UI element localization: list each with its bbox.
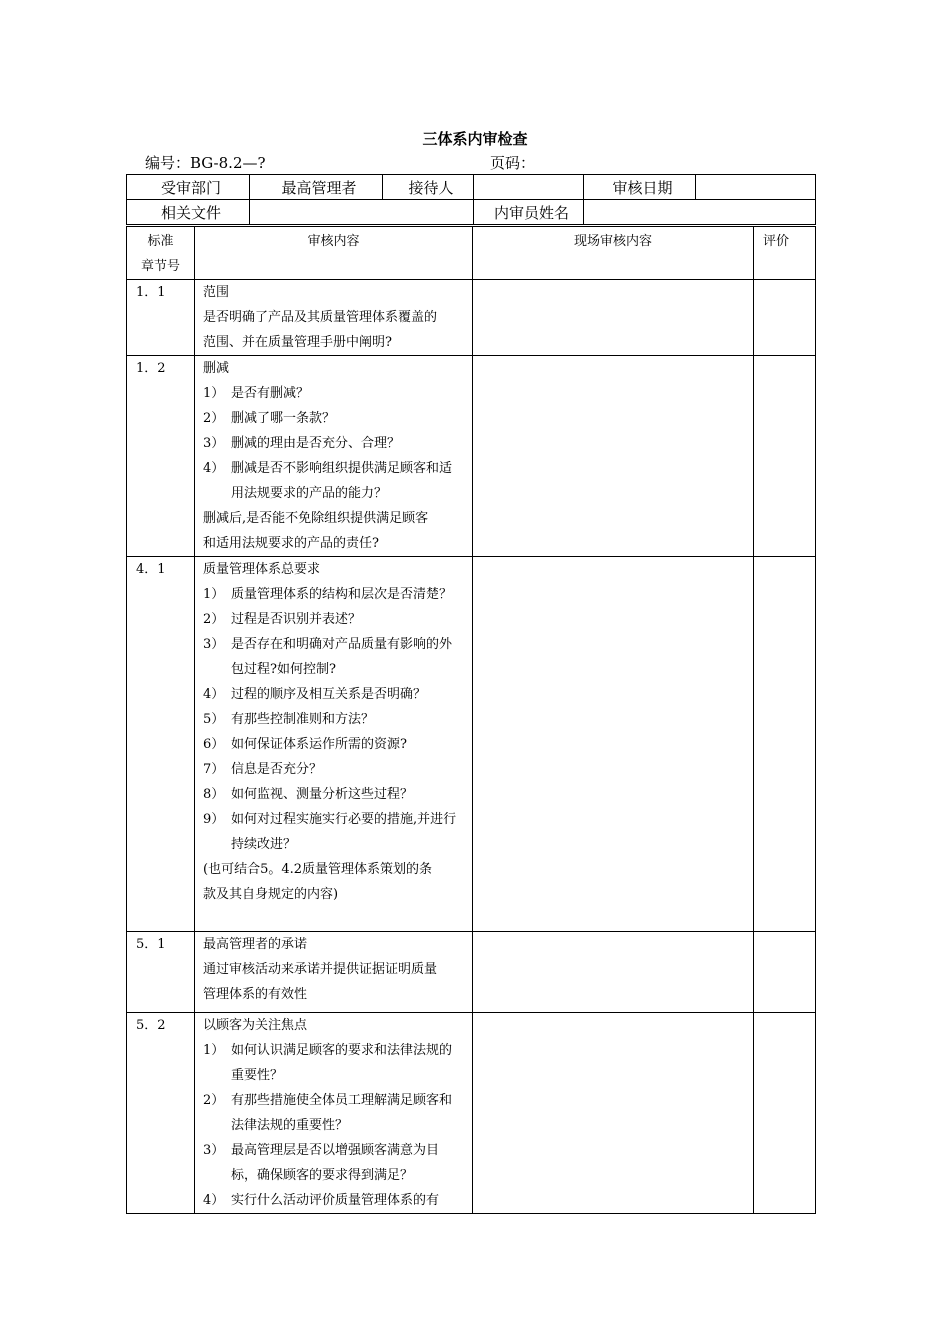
evaluation-cell[interactable] — [754, 1013, 816, 1214]
clause-number: 5．1 — [127, 932, 195, 1013]
list-item — [203, 456, 464, 506]
item-number: 9） — [203, 812, 225, 827]
item-number: 4） — [203, 461, 225, 476]
item-number: 2） — [203, 411, 225, 426]
item-number: 8） — [203, 787, 225, 802]
item-text: 信息是否充分？ — [231, 762, 323, 777]
audit-content — [195, 1013, 473, 1214]
item-text: 质量管理体系的结构和层次是否清楚？ — [231, 587, 453, 602]
item-text: 有那些控制准则和方法？ — [231, 712, 375, 727]
item-text: 最高管理层是否以增强顾客满意为目标，确保顾客的要求得到满足？ — [231, 1143, 440, 1183]
onsite-cell[interactable] — [473, 356, 754, 557]
clause-header-line1: 标准 — [147, 234, 174, 249]
item-number: 2） — [203, 1093, 225, 1108]
section-heading: 以顾客为关注焦点 — [203, 1018, 308, 1033]
evaluation-cell[interactable] — [754, 557, 816, 932]
receiver-label: 接待人 — [383, 175, 474, 200]
item-number: 3） — [203, 436, 225, 451]
item-number: 6） — [203, 737, 225, 752]
table-row — [127, 280, 816, 356]
item-text: 如何监视、测量分析这些过程？ — [231, 787, 414, 802]
list-item — [203, 1088, 464, 1138]
list-item — [203, 782, 464, 807]
section-heading: 范围 — [203, 285, 230, 300]
item-text: 实行什么活动评价质量管理体系的有 — [231, 1193, 440, 1208]
document-title: 三体系内审检查 — [422, 130, 528, 148]
section-text: (也可结合5。4.2质量管理体系策划的条 — [203, 862, 433, 877]
item-text: 如何认识满足顾客的要求和法律法规的重要性？ — [231, 1043, 453, 1083]
audit-content — [195, 280, 473, 356]
section-text: 通过审核活动来承诺并提供证据证明质量 — [203, 962, 438, 977]
audit-content — [195, 932, 473, 1013]
list-item — [203, 682, 464, 707]
list-item — [203, 757, 464, 782]
item-number: 3） — [203, 1143, 225, 1158]
item-number: 4） — [203, 1193, 225, 1208]
clause-header-line2: 章节号 — [140, 259, 180, 274]
evaluation-cell[interactable] — [754, 280, 816, 356]
list-item — [203, 1188, 464, 1213]
list-item — [203, 406, 464, 431]
item-text: 删减了哪一条款？ — [231, 411, 336, 426]
onsite-cell[interactable] — [473, 280, 754, 356]
item-text: 删减的理由是否充分、合理？ — [231, 436, 401, 451]
clause-number: 5．2 — [127, 1013, 195, 1214]
docs-field[interactable] — [250, 200, 474, 225]
list-item — [203, 607, 464, 632]
item-number: 5） — [203, 712, 225, 727]
list-item — [203, 632, 464, 682]
table-row — [127, 1013, 816, 1214]
clause-number: 1．2 — [127, 356, 195, 557]
onsite-cell[interactable] — [473, 1013, 754, 1214]
list-item — [203, 381, 464, 406]
section-heading: 质量管理体系总要求 — [203, 562, 321, 577]
list-item — [203, 807, 464, 857]
list-item — [203, 1138, 464, 1188]
audit-checklist-table — [126, 226, 816, 1214]
clause-column-header — [127, 227, 195, 280]
item-number: 2） — [203, 612, 225, 627]
item-text: 是否存在和明确对产品质量有影响的外包过程?如何控制? — [231, 637, 453, 677]
receiver-field[interactable] — [474, 175, 584, 200]
item-number: 4） — [203, 687, 225, 702]
item-text: 过程的顺序及相互关系是否明确？ — [231, 687, 427, 702]
onsite-cell[interactable] — [473, 557, 754, 932]
section-text: 和适用法规要求的产品的责任? — [203, 536, 379, 551]
document-code: 编号：BG-8.2—? — [145, 154, 266, 172]
list-item — [203, 1038, 464, 1088]
evaluation-cell[interactable] — [754, 356, 816, 557]
section-text: 范围、并在质量管理手册中阐明? — [203, 335, 392, 350]
item-text: 如何对过程实施实行必要的措施,并进行持续改进？ — [231, 812, 457, 852]
table-row — [127, 932, 816, 1013]
page-number-label: 页码： — [490, 154, 536, 172]
item-number: 1） — [203, 386, 225, 401]
item-text: 有那些措施使全体员工理解满足顾客和法律法规的重要性？ — [231, 1093, 453, 1133]
onsite-cell[interactable] — [473, 932, 754, 1013]
docs-label: 相关文件 — [127, 200, 250, 225]
section-heading: 最高管理者的承诺 — [203, 937, 308, 952]
item-number: 1） — [203, 1043, 225, 1058]
list-item — [203, 582, 464, 607]
evaluation-cell[interactable] — [754, 932, 816, 1013]
clause-number: 1．1 — [127, 280, 195, 356]
auditor-field[interactable] — [584, 200, 816, 225]
section-text: 删减后,是否能不免除组织提供满足顾客 — [203, 511, 429, 526]
item-text: 是否有删减？ — [231, 386, 310, 401]
audit-header-table — [126, 174, 816, 225]
manager-label: 最高管理者 — [250, 175, 383, 200]
item-text: 删减是否不影响组织提供满足顾客和适用法规要求的产品的能力？ — [231, 461, 453, 501]
clause-number: 4．1 — [127, 557, 195, 932]
section-text: 款及其自身规定的内容) — [203, 887, 339, 902]
audit-date-label: 审核日期 — [584, 175, 696, 200]
onsite-column-header: 现场审核内容 — [473, 227, 754, 280]
section-text: 是否明确了产品及其质量管理体系覆盖的 — [203, 310, 438, 325]
dept-label: 受审部门 — [127, 175, 250, 200]
list-item — [203, 732, 464, 757]
audit-content — [195, 557, 473, 932]
item-text: 过程是否识别并表述？ — [231, 612, 362, 627]
audit-content — [195, 356, 473, 557]
table-row — [127, 557, 816, 932]
auditor-label: 内审员姓名 — [474, 200, 584, 225]
table-row — [127, 356, 816, 557]
section-heading: 删减 — [203, 361, 230, 376]
audit-date-field[interactable] — [696, 175, 816, 200]
section-text: 管理体系的有效性 — [203, 987, 308, 1002]
list-item — [203, 707, 464, 732]
item-number: 1） — [203, 587, 225, 602]
content-column-header: 审核内容 — [195, 227, 473, 280]
item-text: 如何保证体系运作所需的资源? — [231, 737, 407, 752]
list-item — [203, 431, 464, 456]
item-number: 7） — [203, 762, 225, 777]
evaluation-column-header: 评价 — [754, 227, 816, 280]
item-number: 3） — [203, 637, 225, 652]
